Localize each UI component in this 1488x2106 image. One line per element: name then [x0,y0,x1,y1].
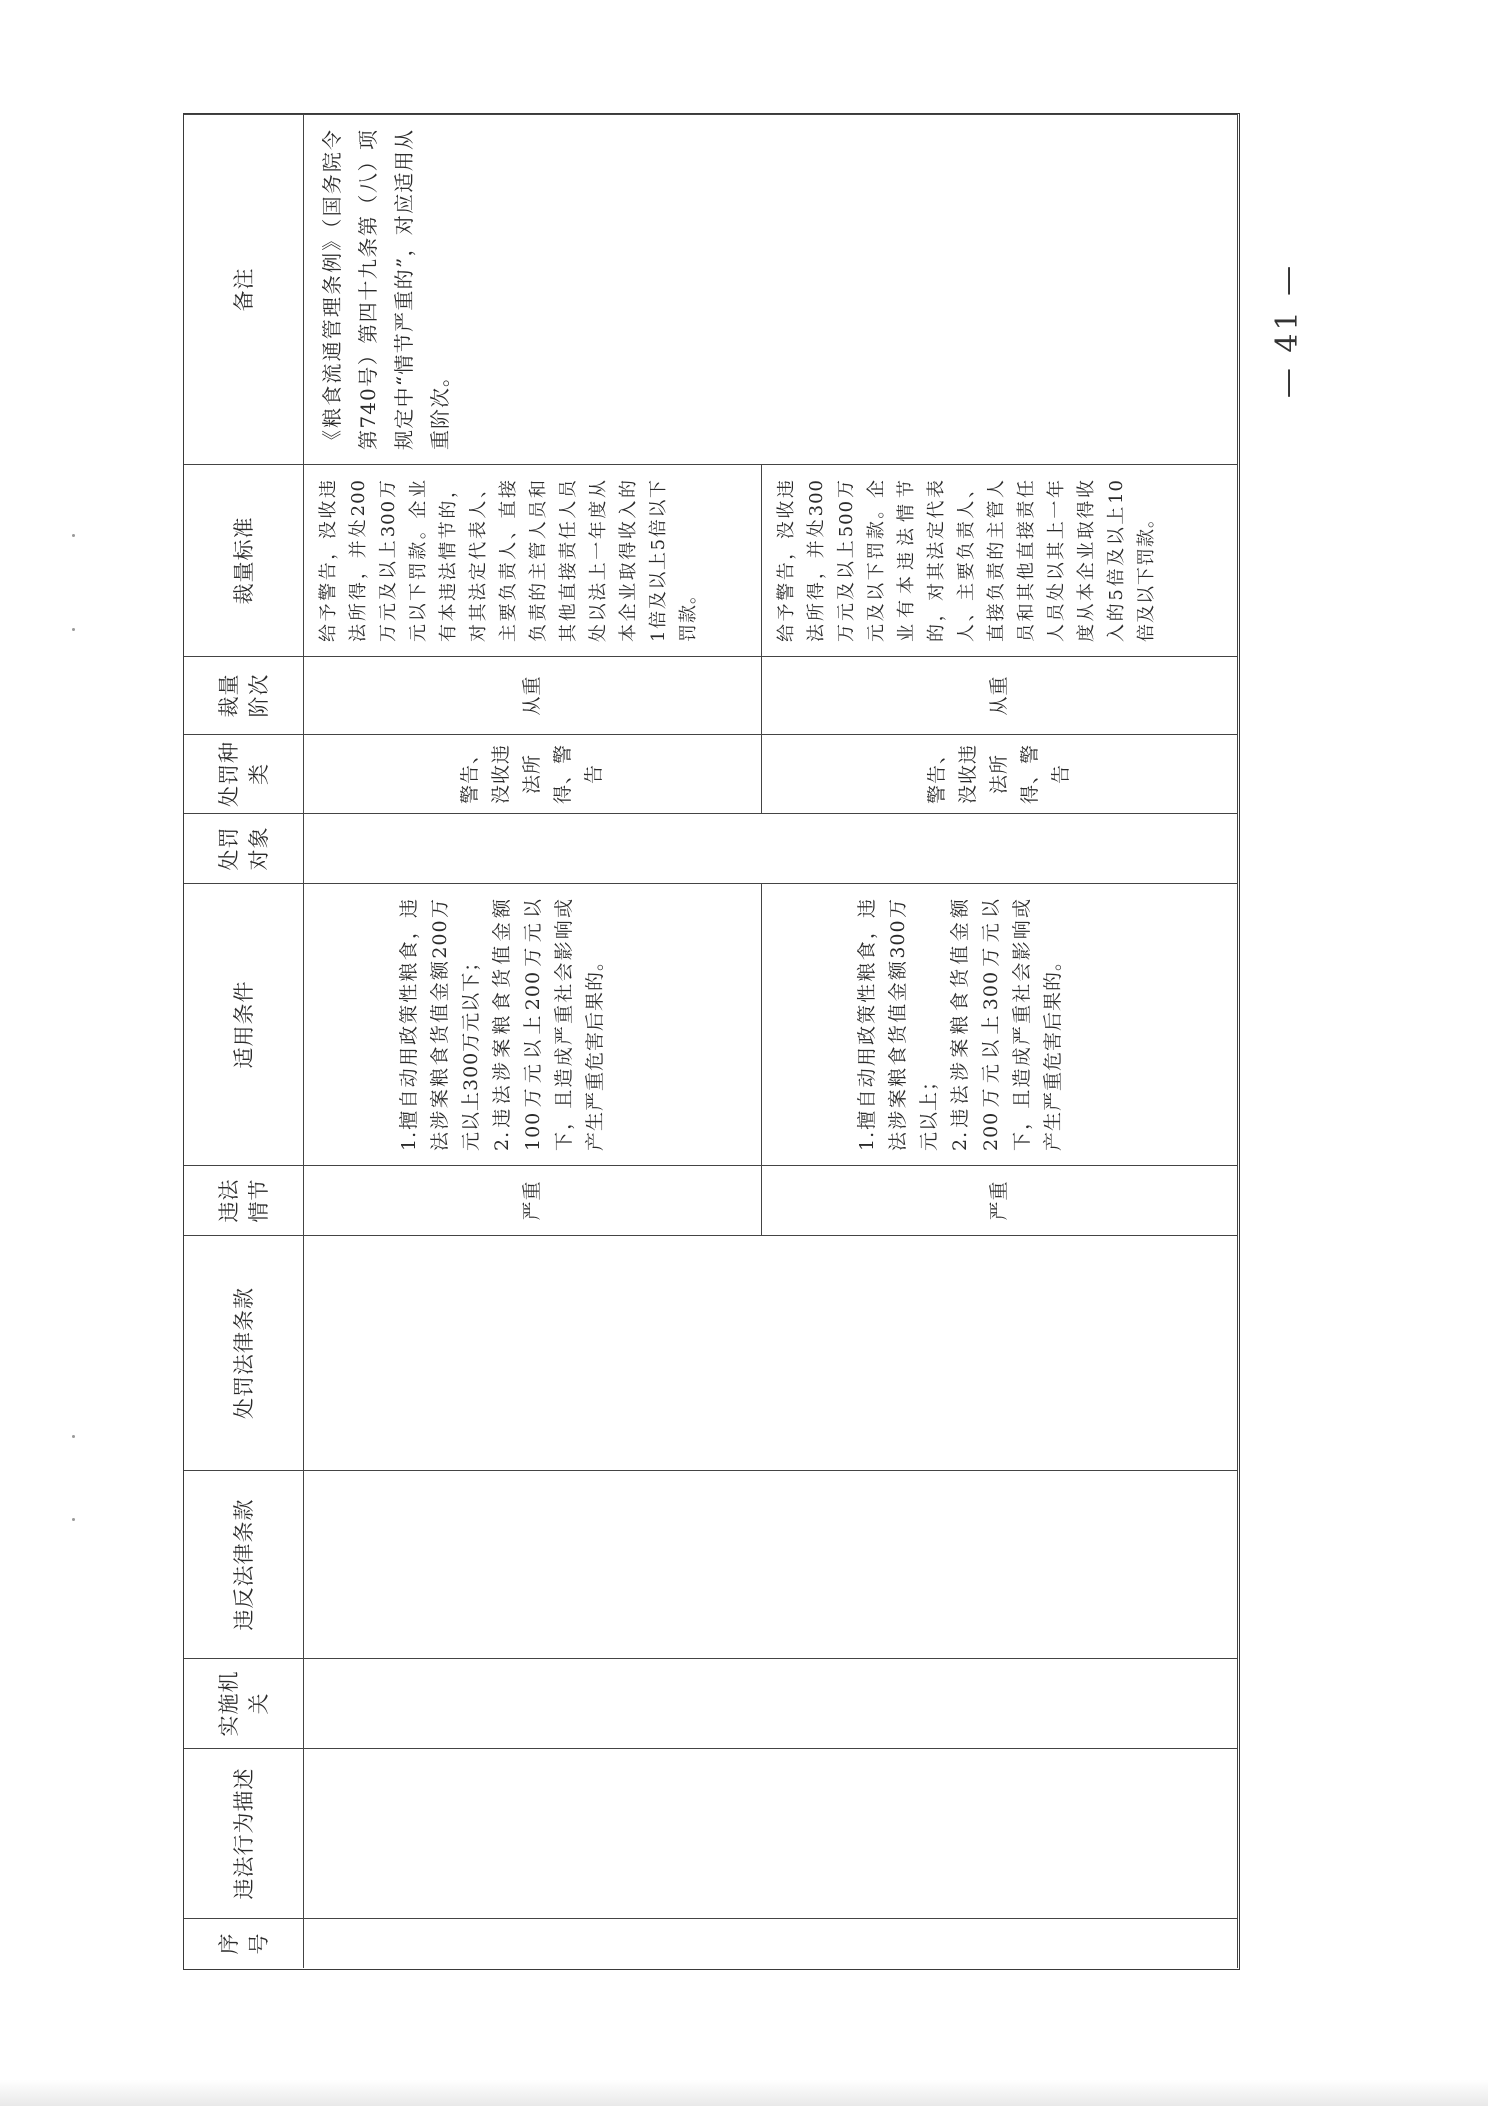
scan-speck [72,628,75,631]
row1-circumstance: 严重 [304,1165,762,1235]
cell-agency [304,1658,1238,1748]
header-circumstance: 违法情节 [184,1165,304,1235]
header-level: 裁量阶次 [184,656,304,734]
header-agency: 实施机关 [184,1658,304,1748]
header-penalty-law: 处罚法律条款 [184,1235,304,1470]
scan-speck [72,1518,75,1521]
header-target: 处罚对象 [184,813,304,883]
row2-circumstance: 严重 [762,1165,1238,1235]
row1-conditions: 1.擅自动用政策性粮食，违法涉案粮食货值金额200万元以上300万元以下； 2.违法涉案粮食货值金额100万元以上200万元以下，且造成严重社会影响或产生严重危害后果的。 [304,883,762,1165]
cell-note: 《粮食流通管理条例》（国务院令第740号）第四十九条第（八）项规定中“情节严重的”，对应适用从重阶次。 [304,114,1238,464]
header-violated-law: 违反法律条款 [184,1470,304,1658]
header-behavior: 违法行为描述 [184,1748,304,1918]
cell-seq [304,1918,1238,1968]
row2-conditions: 1.擅自动用政策性粮食，违法涉案粮食货值金额300万元以上； 2.违法涉案粮食货值金额200万元以上300万元以下，且造成严重社会影响或产生严重危害后果的。 [762,883,1238,1165]
cell-target [304,813,1238,883]
cell-behavior [304,1748,1238,1918]
row1-level: 从重 [304,656,762,734]
row2-level: 从重 [762,656,1238,734]
penalty-table [183,113,1240,1970]
scan-speck [72,1435,75,1438]
cell-penalty-law [304,1235,1238,1470]
row1-penalty-type: 警告、没收违法所得、警告 [304,734,762,813]
cell-violated-law [304,1470,1238,1658]
header-penalty-type: 处罚种类 [184,734,304,813]
row2-standard: 给予警告，没收违法所得，并处300万元及以上500万元及以下罚款。企业有本违法情节的，对其法定代表人、主要负责人、直接负责的主管人员和其他直接责任人员处以其上一年度从本企业取得收入的5倍及以上10倍及以下罚款。 [762,464,1238,656]
page-bottom-edge [0,2080,1488,2106]
header-seq: 序号 [184,1918,304,1968]
header-conditions: 适用条件 [184,883,304,1165]
header-standard: 裁量标准 [184,464,304,656]
row1-standard: 给予警告，没收违法所得，并处200万元及以上300万元以下罚款。企业有本违法情节的，对其法定代表人、主要负责人、直接负责的主管人员和其他直接责任人员处以法上一年度从本企业取得收入的1倍及以上5倍以下罚款。 [304,464,762,656]
page-number: — 41 — [1270,262,1306,398]
scan-speck [72,534,75,537]
penalty-table-rotated [184,114,1238,1968]
row2-penalty-type: 警告、没收违法所得、警告 [762,734,1238,813]
header-note: 备注 [184,114,304,464]
